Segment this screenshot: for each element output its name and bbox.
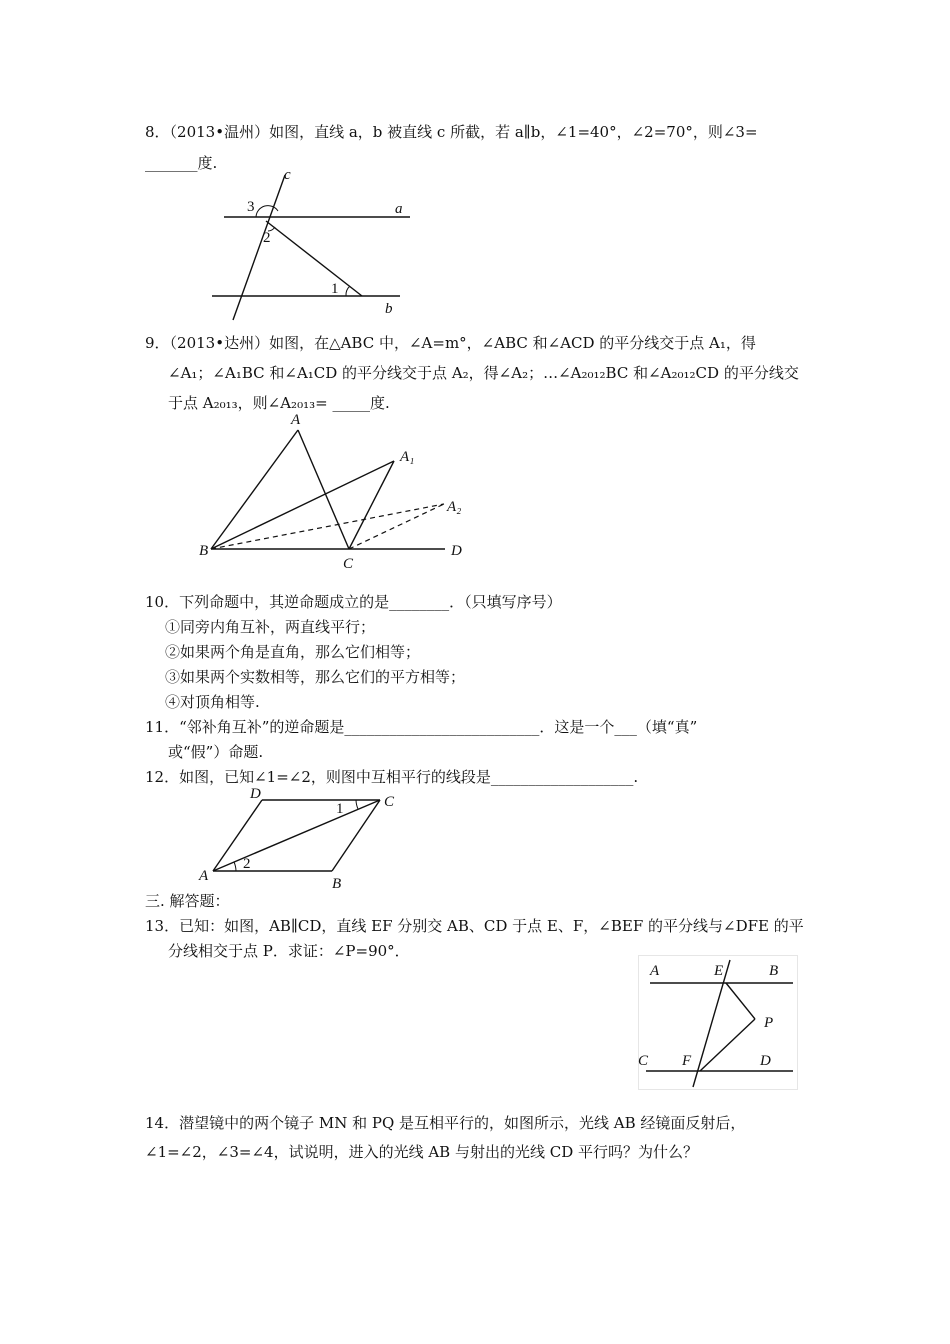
q8-angle3-arc <box>256 206 278 217</box>
q13-segment-EP <box>726 983 755 1019</box>
q14-text-line1: 14．潜望镜中的两个镜子 MN 和 PQ 是互相平行的，如图所示，光线 AB 经镜面反射后， <box>145 1114 746 1132</box>
q9-side-AB <box>211 430 298 549</box>
q10-stem: 10．下列命题中，其逆命题成立的是________．（只填写序号） <box>145 593 562 611</box>
q12-label-D: D <box>250 786 261 802</box>
q12-angle2-arc <box>234 862 236 871</box>
q13-text-line1: 13．已知：如图，AB∥CD，直线 EF 分别交 AB、CD 于点 E、F，∠BEF 的平分线与∠DFE 的平 <box>145 917 804 935</box>
q8-transversal <box>266 221 362 296</box>
q10-option-3: ③如果两个实数相等，那么它们的平方相等； <box>165 668 466 686</box>
q9-side-AC <box>298 430 349 549</box>
q13-label-B: B <box>769 963 779 979</box>
q9-text-line1: 9．（2013•达州）如图，在△ABC 中，∠A=m°，∠ABC 和∠ACD 的平分线交于点 A₁，得 <box>145 334 756 352</box>
q9-text-line3: 于点 A₂₀₁₃，则∠A₂₀₁₃= _____度. <box>168 394 390 412</box>
q12-figure <box>196 785 411 890</box>
q13-line-EF <box>693 960 730 1087</box>
q12-label-2: 2 <box>243 856 251 872</box>
q11-text-line1: 11．“邻补角互补”的逆命题是__________________________．这是一个___（填“真” <box>145 718 698 736</box>
q9-line-CA1 <box>349 461 394 549</box>
q12-label-A: A <box>199 868 209 884</box>
q10-option-2: ②如果两个角是直角，那么它们相等； <box>165 643 421 661</box>
q13-label-E: E <box>714 963 724 979</box>
q12-label-B: B <box>332 876 342 892</box>
q8-label-1: 1 <box>331 281 339 297</box>
q13-label-C: C <box>638 1053 649 1069</box>
q13-label-F: F <box>682 1053 692 1069</box>
q9-label-A: A <box>291 412 301 428</box>
q9-label-D: D <box>451 543 462 559</box>
q13-label-P: P <box>764 1015 774 1031</box>
q13-text-line2: 分线相交于点 P．求证：∠P=90°． <box>168 942 410 960</box>
q8-label-2: 2 <box>263 230 271 246</box>
q9-label-C: C <box>343 556 354 572</box>
q13-segment-FP <box>700 1019 755 1071</box>
q8-label-3: 3 <box>247 199 255 215</box>
q8-label-a: a <box>395 201 403 217</box>
q9-line-CA2 <box>349 504 444 549</box>
q13-label-A: A <box>650 963 660 979</box>
q12-angle1-arc <box>356 800 358 809</box>
q13-figure <box>638 955 798 1090</box>
q9-line-BA1 <box>211 461 394 549</box>
q9-label-A2: A₂ <box>447 499 462 515</box>
q12-label-1: 1 <box>336 801 344 817</box>
q11-text-line2: 或“假”）命题. <box>168 743 264 761</box>
q9-text-line2: ∠A₁；∠A₁BC 和∠A₁CD 的平分线交于点 A₂，得∠A₂；…∠A₂₀₁₂BC 和∠A₂₀₁₂CD 的平分线交 <box>168 364 799 382</box>
q14-text-line2: ∠1=∠2，∠3=∠4，试说明，进入的光线 AB 与射出的光线 CD 平行吗？为什么？ <box>145 1143 699 1161</box>
q12-label-C: C <box>384 794 395 810</box>
q8-angle1-arc <box>346 286 350 296</box>
section-3-title: 三. 解答题： <box>145 892 230 910</box>
q8-text-line2: _______度. <box>145 154 218 172</box>
q9-label-B: B <box>199 543 209 559</box>
q8-line-c <box>233 175 285 320</box>
q9-figure <box>195 408 485 578</box>
q12-text-line1: 12．如图，已知∠1=∠2，则图中互相平行的线段是___________________. <box>145 768 639 786</box>
q13-label-D: D <box>760 1053 771 1069</box>
q8-label-b: b <box>385 301 393 317</box>
q8-text-line1: 8．（2013•温州）如图，直线 a，b 被直线 c 所截，若 a∥b，∠1=40°，∠2=70°，则∠3= <box>145 123 758 141</box>
q8-figure <box>200 165 430 325</box>
q10-option-4: ④对顶角相等. <box>165 693 260 711</box>
q10-option-1: ①同旁内角互补，两直线平行； <box>165 618 376 636</box>
q9-label-A1: A₁ <box>400 449 415 465</box>
q8-label-c: c <box>284 167 291 183</box>
q9-line-BA2 <box>211 504 444 549</box>
